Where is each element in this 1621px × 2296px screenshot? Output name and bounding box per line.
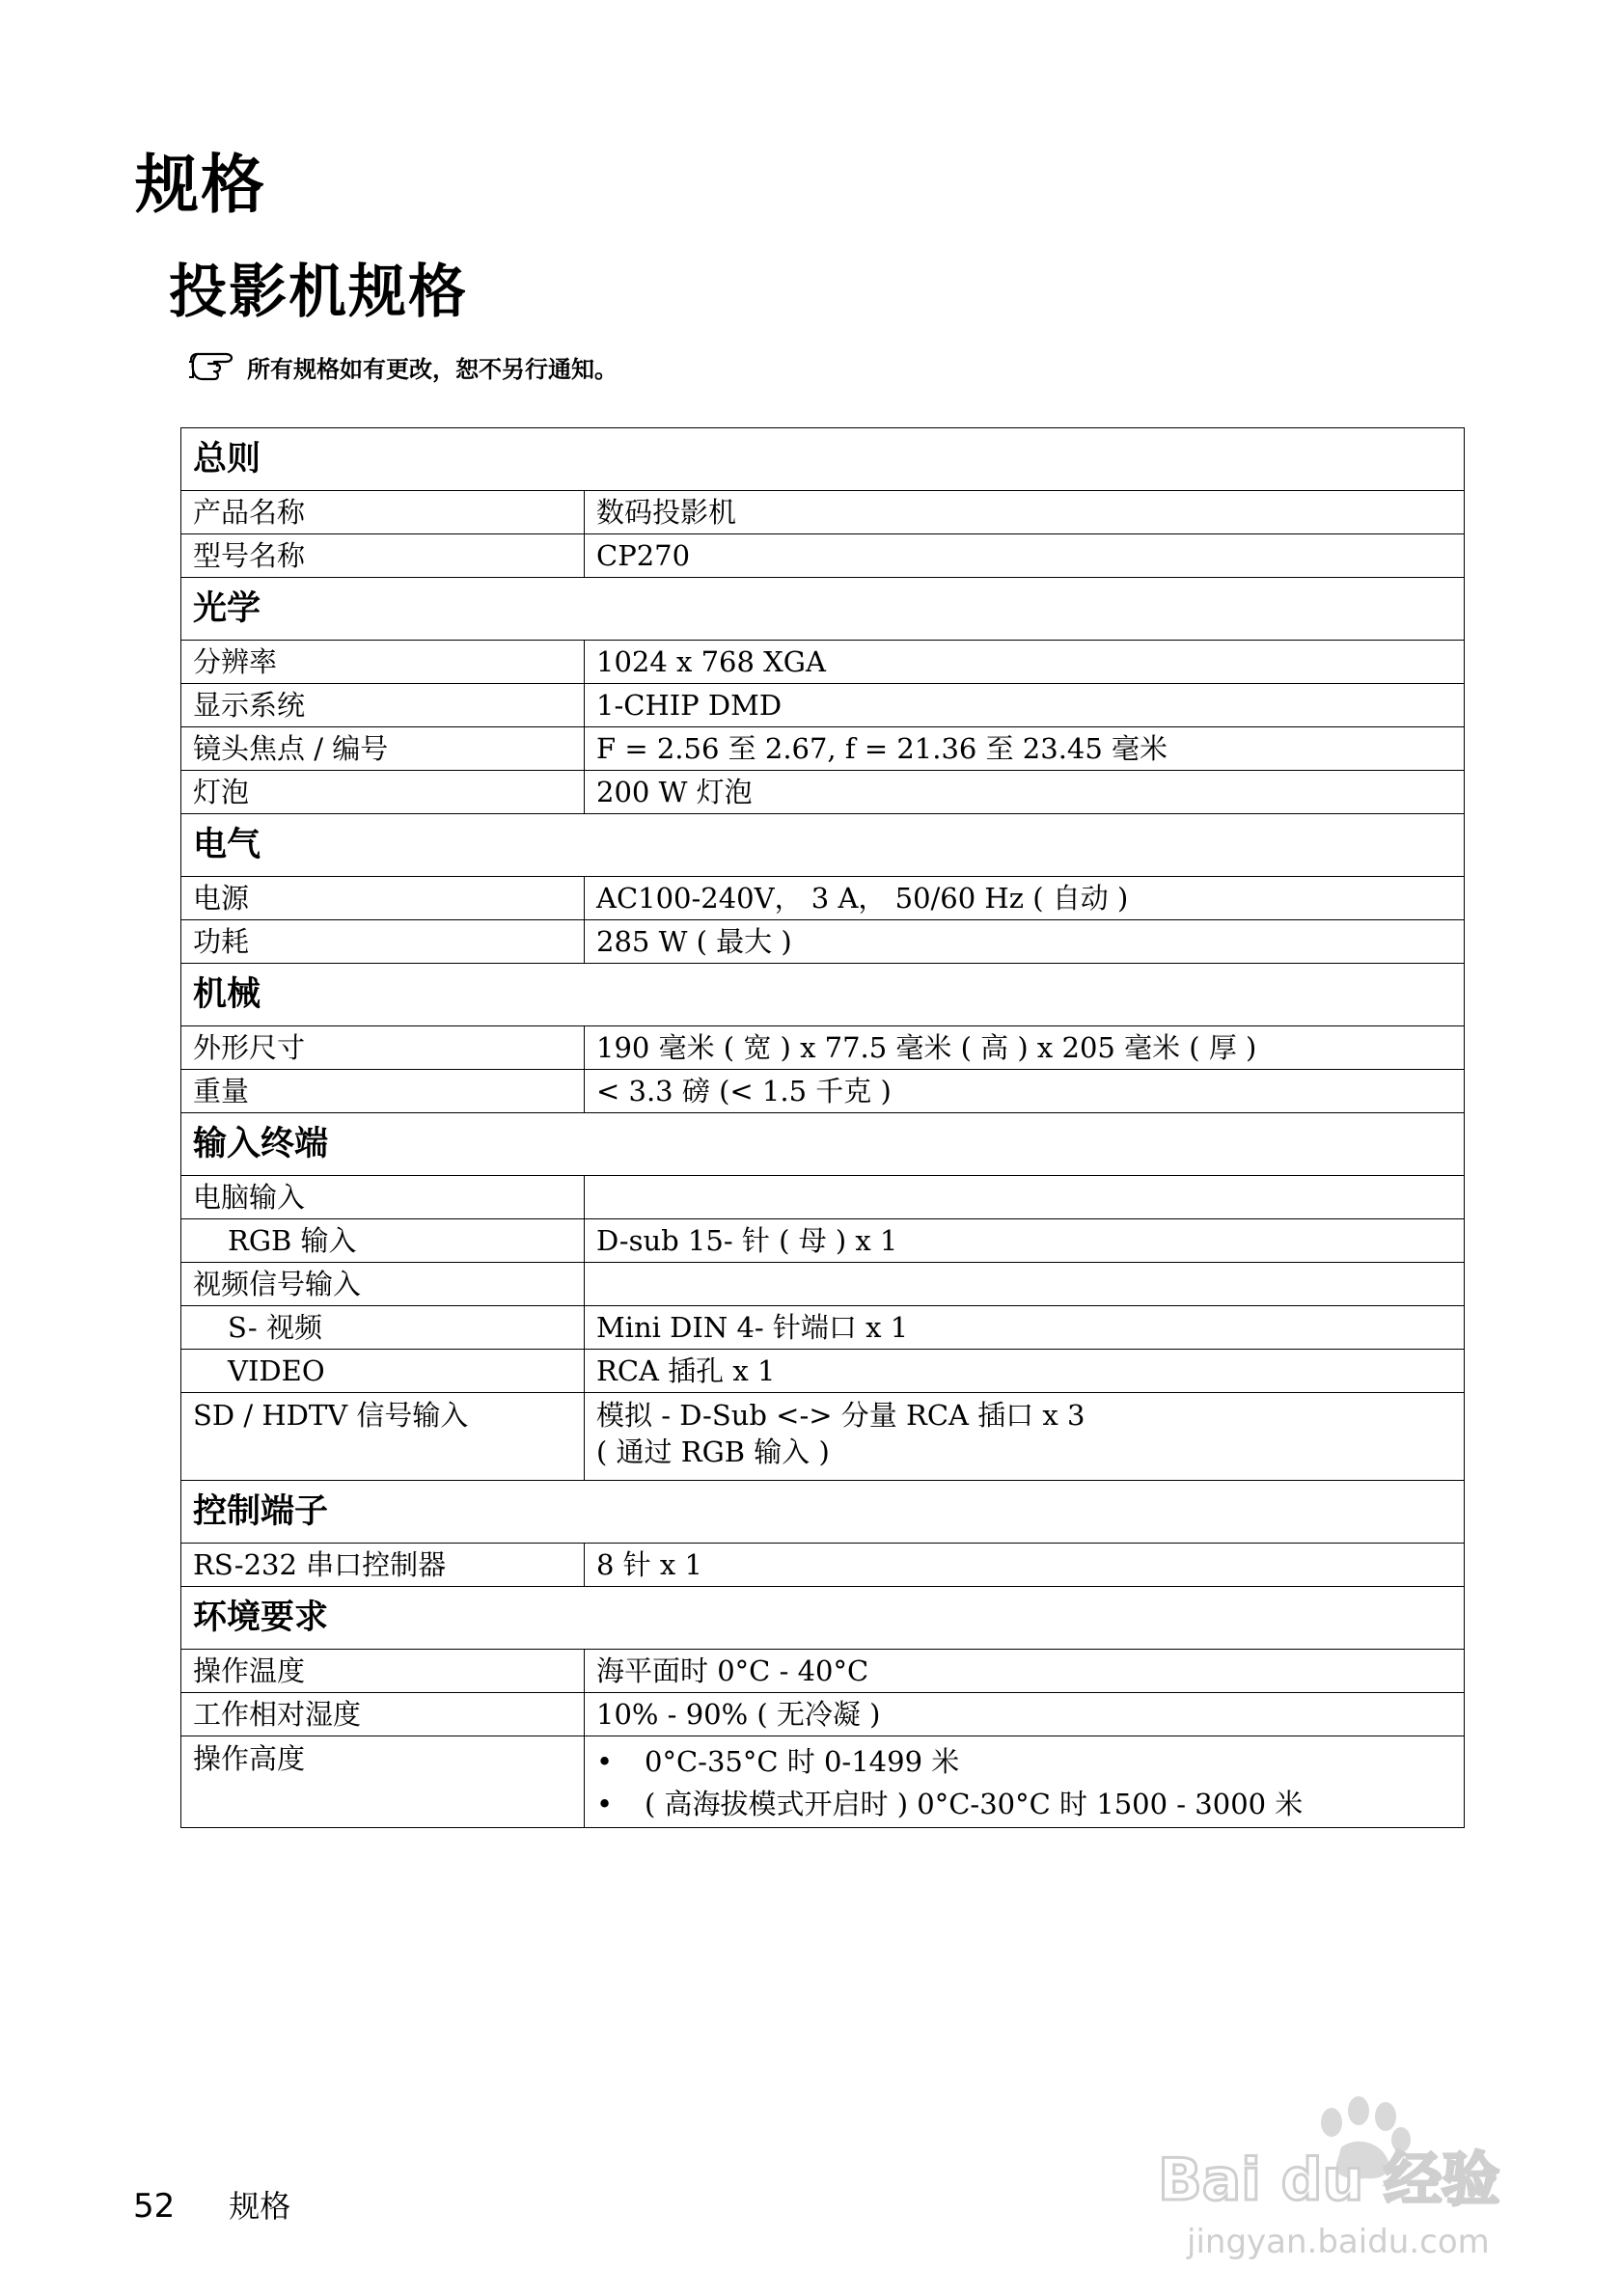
row-label: 电源 — [181, 877, 585, 920]
table-row — [181, 920, 1465, 964]
row-label: 型号名称 — [181, 534, 585, 578]
row-label: S- 视频 — [228, 1311, 322, 1344]
section-title: 投影机规格 — [169, 259, 468, 326]
row-value: 1-CHIP DMD — [585, 684, 1465, 727]
row-value: D-sub 15- 针 ( 母 ) x 1 — [585, 1219, 1465, 1263]
table-row — [181, 727, 1465, 771]
row-label: 产品名称 — [181, 491, 585, 534]
row-value: RCA 插孔 x 1 — [585, 1350, 1465, 1393]
row-label: 电脑输入 — [181, 1176, 585, 1219]
section-input-terminals — [181, 1113, 1465, 1176]
row-label-cell — [181, 1219, 585, 1263]
table-row — [181, 1736, 1465, 1828]
table-row — [181, 1544, 1465, 1587]
watermark-brand: Bai du 经验 — [1158, 2146, 1500, 2214]
footer-title: 规格 — [229, 2188, 291, 2225]
table-row — [181, 1219, 1465, 1263]
note-text: 所有规格如有更改，恕不另行通知。 — [247, 355, 618, 383]
row-label: 显示系统 — [181, 684, 585, 727]
row-label: 重量 — [181, 1070, 585, 1113]
section-heading: 总则 — [181, 428, 1465, 491]
row-value: Mini DIN 4- 针端口 x 1 — [585, 1306, 1465, 1350]
table-row — [181, 877, 1465, 920]
section-environment — [181, 1587, 1465, 1650]
section-heading: 控制端子 — [181, 1481, 1465, 1544]
table-row — [181, 1026, 1465, 1070]
row-label: SD / HDTV 信号输入 — [181, 1393, 585, 1481]
table-row — [181, 534, 1465, 578]
row-value: 190 毫米 ( 宽 ) x 77.5 毫米 ( 高 ) x 205 毫米 ( 厚 ) — [585, 1026, 1465, 1070]
table-row — [181, 1350, 1465, 1393]
table-row — [181, 1263, 1465, 1306]
section-heading: 光学 — [181, 578, 1465, 641]
table-row — [181, 1650, 1465, 1693]
watermark-url: jingyan.baidu.com — [1187, 2223, 1490, 2261]
page-number: 52 — [133, 2187, 176, 2226]
table-row — [181, 1176, 1465, 1219]
row-value: 10% - 90% ( 无冷凝 ) — [585, 1693, 1465, 1736]
table-row — [181, 1693, 1465, 1736]
table-row — [181, 1070, 1465, 1113]
section-mechanical — [181, 964, 1465, 1026]
row-value-line: ( 通过 RGB 输入 ) — [596, 1435, 830, 1468]
row-label-cell — [181, 1350, 585, 1393]
row-label: RS-232 串口控制器 — [181, 1544, 585, 1587]
bullet-item: • 0°C-35°C 时 0-1499 米 — [596, 1740, 1452, 1783]
bullet-list — [596, 1740, 1452, 1825]
row-value: F = 2.56 至 2.67, f = 21.36 至 23.45 毫米 — [585, 727, 1465, 771]
section-electrical — [181, 814, 1465, 877]
pointing-hand-icon — [187, 350, 237, 383]
row-label: 操作温度 — [181, 1650, 585, 1693]
row-value-cell — [585, 1736, 1465, 1828]
note — [187, 347, 618, 386]
section-heading: 环境要求 — [181, 1587, 1465, 1650]
row-value — [585, 1263, 1465, 1306]
row-label: 视频信号输入 — [181, 1263, 585, 1306]
table-row — [181, 1306, 1465, 1350]
page-title: 规格 — [135, 148, 266, 222]
table-row — [181, 771, 1465, 814]
table-row — [181, 1393, 1465, 1481]
row-label: VIDEO — [228, 1354, 325, 1387]
bullet-item: • ( 高海拔模式开启时 ) 0°C-30°C 时 1500 - 3000 米 — [596, 1783, 1452, 1825]
row-label: 外形尺寸 — [181, 1026, 585, 1070]
row-label: 操作高度 — [181, 1736, 585, 1828]
row-value: 数码投影机 — [585, 491, 1465, 534]
row-label: 灯泡 — [181, 771, 585, 814]
table-row — [181, 641, 1465, 684]
row-value: CP270 — [585, 534, 1465, 578]
table-row — [181, 684, 1465, 727]
row-label: 功耗 — [181, 920, 585, 964]
row-value: AC100-240V， 3 A， 50/60 Hz ( 自动 ) — [585, 877, 1465, 920]
row-value: < 3.3 磅 (< 1.5 千克 ) — [585, 1070, 1465, 1113]
row-label: 工作相对湿度 — [181, 1693, 585, 1736]
row-label-cell — [181, 1306, 585, 1350]
section-general — [181, 428, 1465, 491]
row-value: 200 W 灯泡 — [585, 771, 1465, 814]
row-value-line: 模拟 - D-Sub <-> 分量 RCA 插口 x 3 — [596, 1399, 1085, 1432]
row-label: 分辨率 — [181, 641, 585, 684]
row-value: 海平面时 0°C - 40°C — [585, 1650, 1465, 1693]
section-heading: 机械 — [181, 964, 1465, 1026]
row-label: 镜头焦点 / 编号 — [181, 727, 585, 771]
page-footer — [133, 2182, 290, 2227]
section-heading: 输入终端 — [181, 1113, 1465, 1176]
row-value: 1024 x 768 XGA — [585, 641, 1465, 684]
section-heading: 电气 — [181, 814, 1465, 877]
table-row — [181, 491, 1465, 534]
spec-table — [180, 427, 1465, 1828]
row-value: 285 W ( 最大 ) — [585, 920, 1465, 964]
row-value — [585, 1176, 1465, 1219]
row-value-cell — [585, 1393, 1465, 1481]
section-optics — [181, 578, 1465, 641]
row-label: RGB 输入 — [228, 1224, 357, 1257]
section-control-terminals — [181, 1481, 1465, 1544]
baidu-jingyan-watermark — [1158, 2084, 1544, 2267]
row-value: 8 针 x 1 — [585, 1544, 1465, 1587]
